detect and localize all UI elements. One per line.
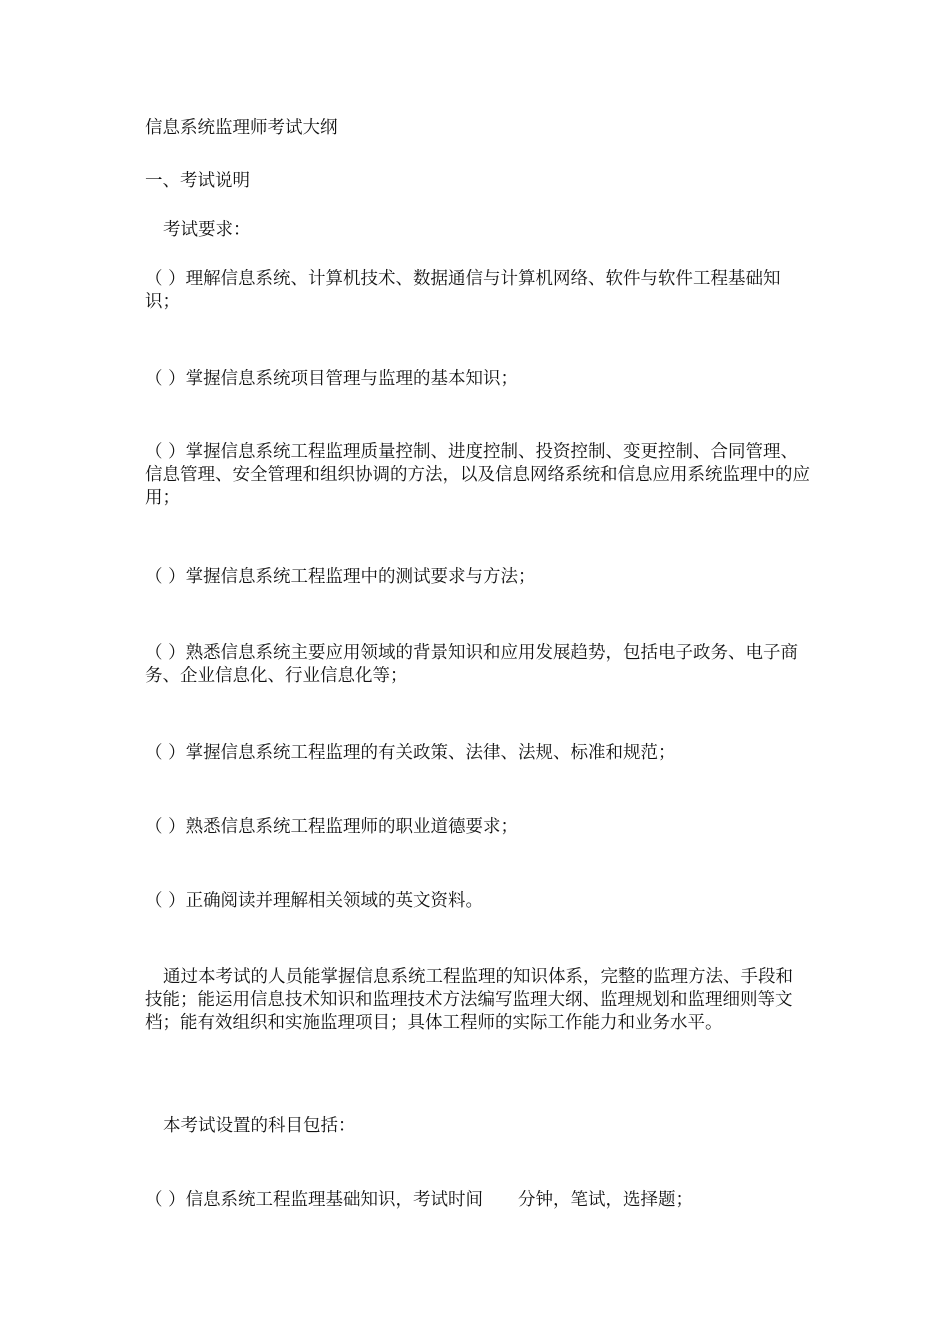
requirement-item: （ ）熟悉信息系统主要应用领域的背景知识和应用发展趋势，包括电子政务、电子商务、企业信息化、行业信息化等；	[145, 643, 799, 686]
requirement-item: （ ）掌握信息系统工程监理的有关政策、法律、法规、标准和规范；	[145, 743, 676, 763]
summary-paragraph: 通过本考试的人员能掌握信息系统工程监理的知识体系，完整的监理方法、手段和技能；能运用信息技术知识和监理技术方法编写监理大纲、监理规划和监理细则等文档；能有效组织和实施监理项目；具体工程师的实际工作能力和业务水平。	[145, 967, 793, 1033]
subjects-heading: 本考试设置的科目包括：	[163, 1116, 356, 1136]
requirements-heading: 考试要求：	[163, 220, 251, 240]
requirement-item: （ ）熟悉信息系统工程监理师的职业道德要求；	[145, 817, 519, 837]
requirement-item: （ ）正确阅读并理解相关领域的英文资料。	[145, 891, 484, 911]
requirement-item: （ ）掌握信息系统工程监理中的测试要求与方法；	[145, 567, 536, 587]
section-heading: 一、考试说明	[145, 171, 250, 191]
subject-item: （ ）信息系统工程监理基础知识，考试时间 分钟，笔试，选择题；	[145, 1190, 694, 1210]
requirement-item: （ ）掌握信息系统项目管理与监理的基本知识；	[145, 369, 519, 389]
requirement-item: （ ）理解信息系统、计算机技术、数据通信与计算机网络、软件与软件工程基础知识；	[145, 269, 781, 312]
document-title: 信息系统监理师考试大纲	[145, 118, 338, 138]
requirement-item: （ ）掌握信息系统工程监理质量控制、进度控制、投资控制、变更控制、合同管理、信息管理、安全管理和组织协调的方法，以及信息网络系统和信息应用系统监理中的应用；	[145, 442, 810, 508]
